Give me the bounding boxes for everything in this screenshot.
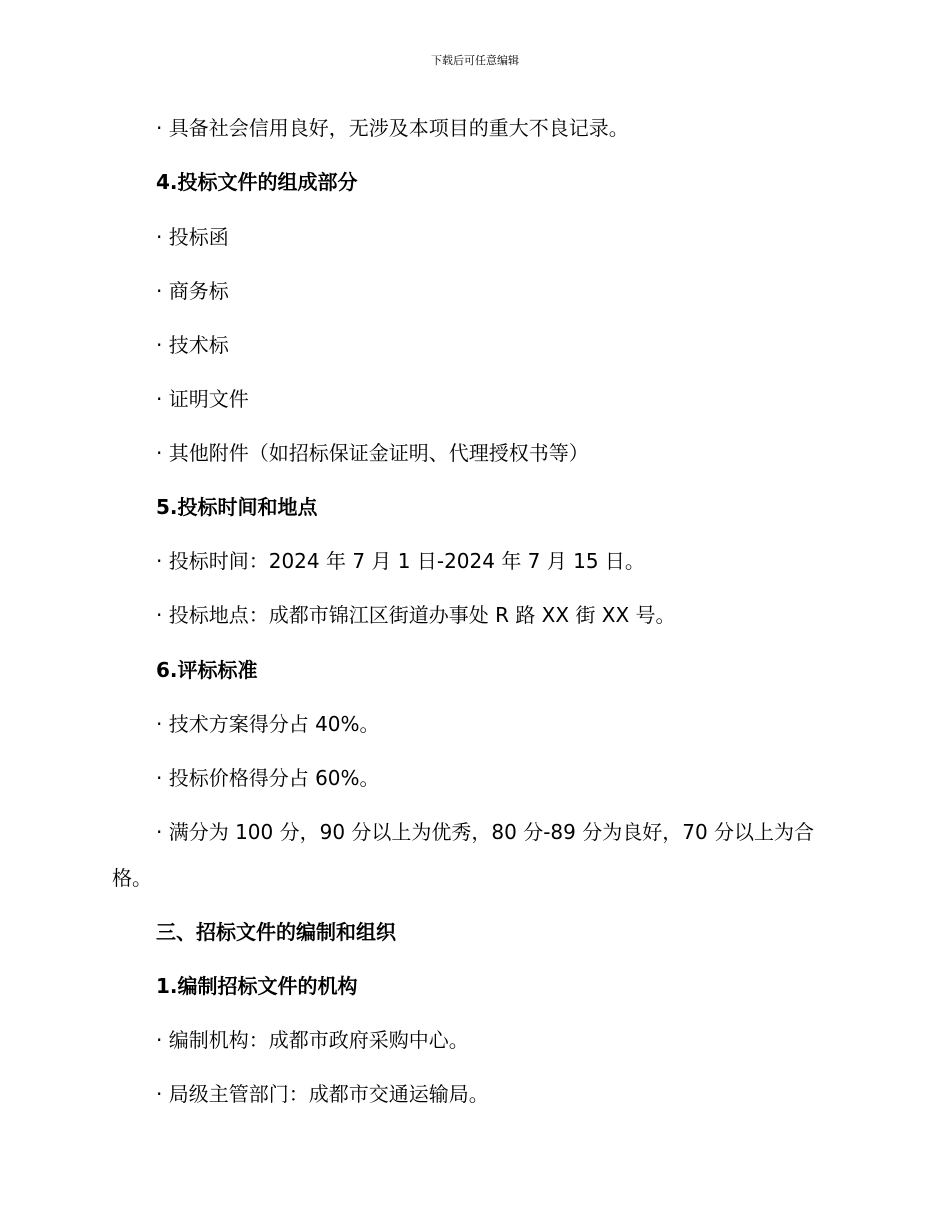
- credit-requirement-item: · 具备社会信用良好，无涉及本项目的重大不良记录。: [156, 116, 629, 140]
- score-grading-item-continued: 格。: [112, 866, 152, 890]
- bid-time-item: · 投标时间：2024 年 7 月 1 日-2024 年 7 月 15 日。: [156, 549, 645, 573]
- chapter-heading-compilation: 三、招标文件的编制和组织: [156, 920, 396, 944]
- department-item: · 局级主管部门：成都市交通运输局。: [156, 1082, 489, 1106]
- list-item-attachments: · 其他附件（如招标保证金证明、代理授权书等）: [156, 441, 589, 465]
- score-technical-item: · 技术方案得分占 40%。: [156, 712, 380, 736]
- list-item-certificates: · 证明文件: [156, 387, 249, 411]
- score-price-item: · 投标价格得分占 60%。: [156, 766, 380, 790]
- section-heading-evaluation: 6.评标标准: [156, 658, 258, 682]
- list-item-bid-letter: · 投标函: [156, 225, 229, 249]
- section-heading-bid-documents: 4.投标文件的组成部分: [156, 170, 358, 194]
- score-grading-item: · 满分为 100 分，90 分以上为优秀，80 分-89 分为良好，70 分以上为合: [156, 820, 815, 844]
- list-item-technical-bid: · 技术标: [156, 333, 229, 357]
- page-header: 下载后可任意编辑: [431, 54, 519, 67]
- list-item-business-bid: · 商务标: [156, 279, 229, 303]
- section-heading-compiling-org: 1.编制招标文件的机构: [156, 974, 358, 998]
- bid-place-item: · 投标地点：成都市锦江区街道办事处 R 路 XX 街 XX 号。: [156, 603, 676, 627]
- section-heading-bid-time-place: 5.投标时间和地点: [156, 495, 318, 519]
- compiling-org-item: · 编制机构：成都市政府采购中心。: [156, 1028, 469, 1052]
